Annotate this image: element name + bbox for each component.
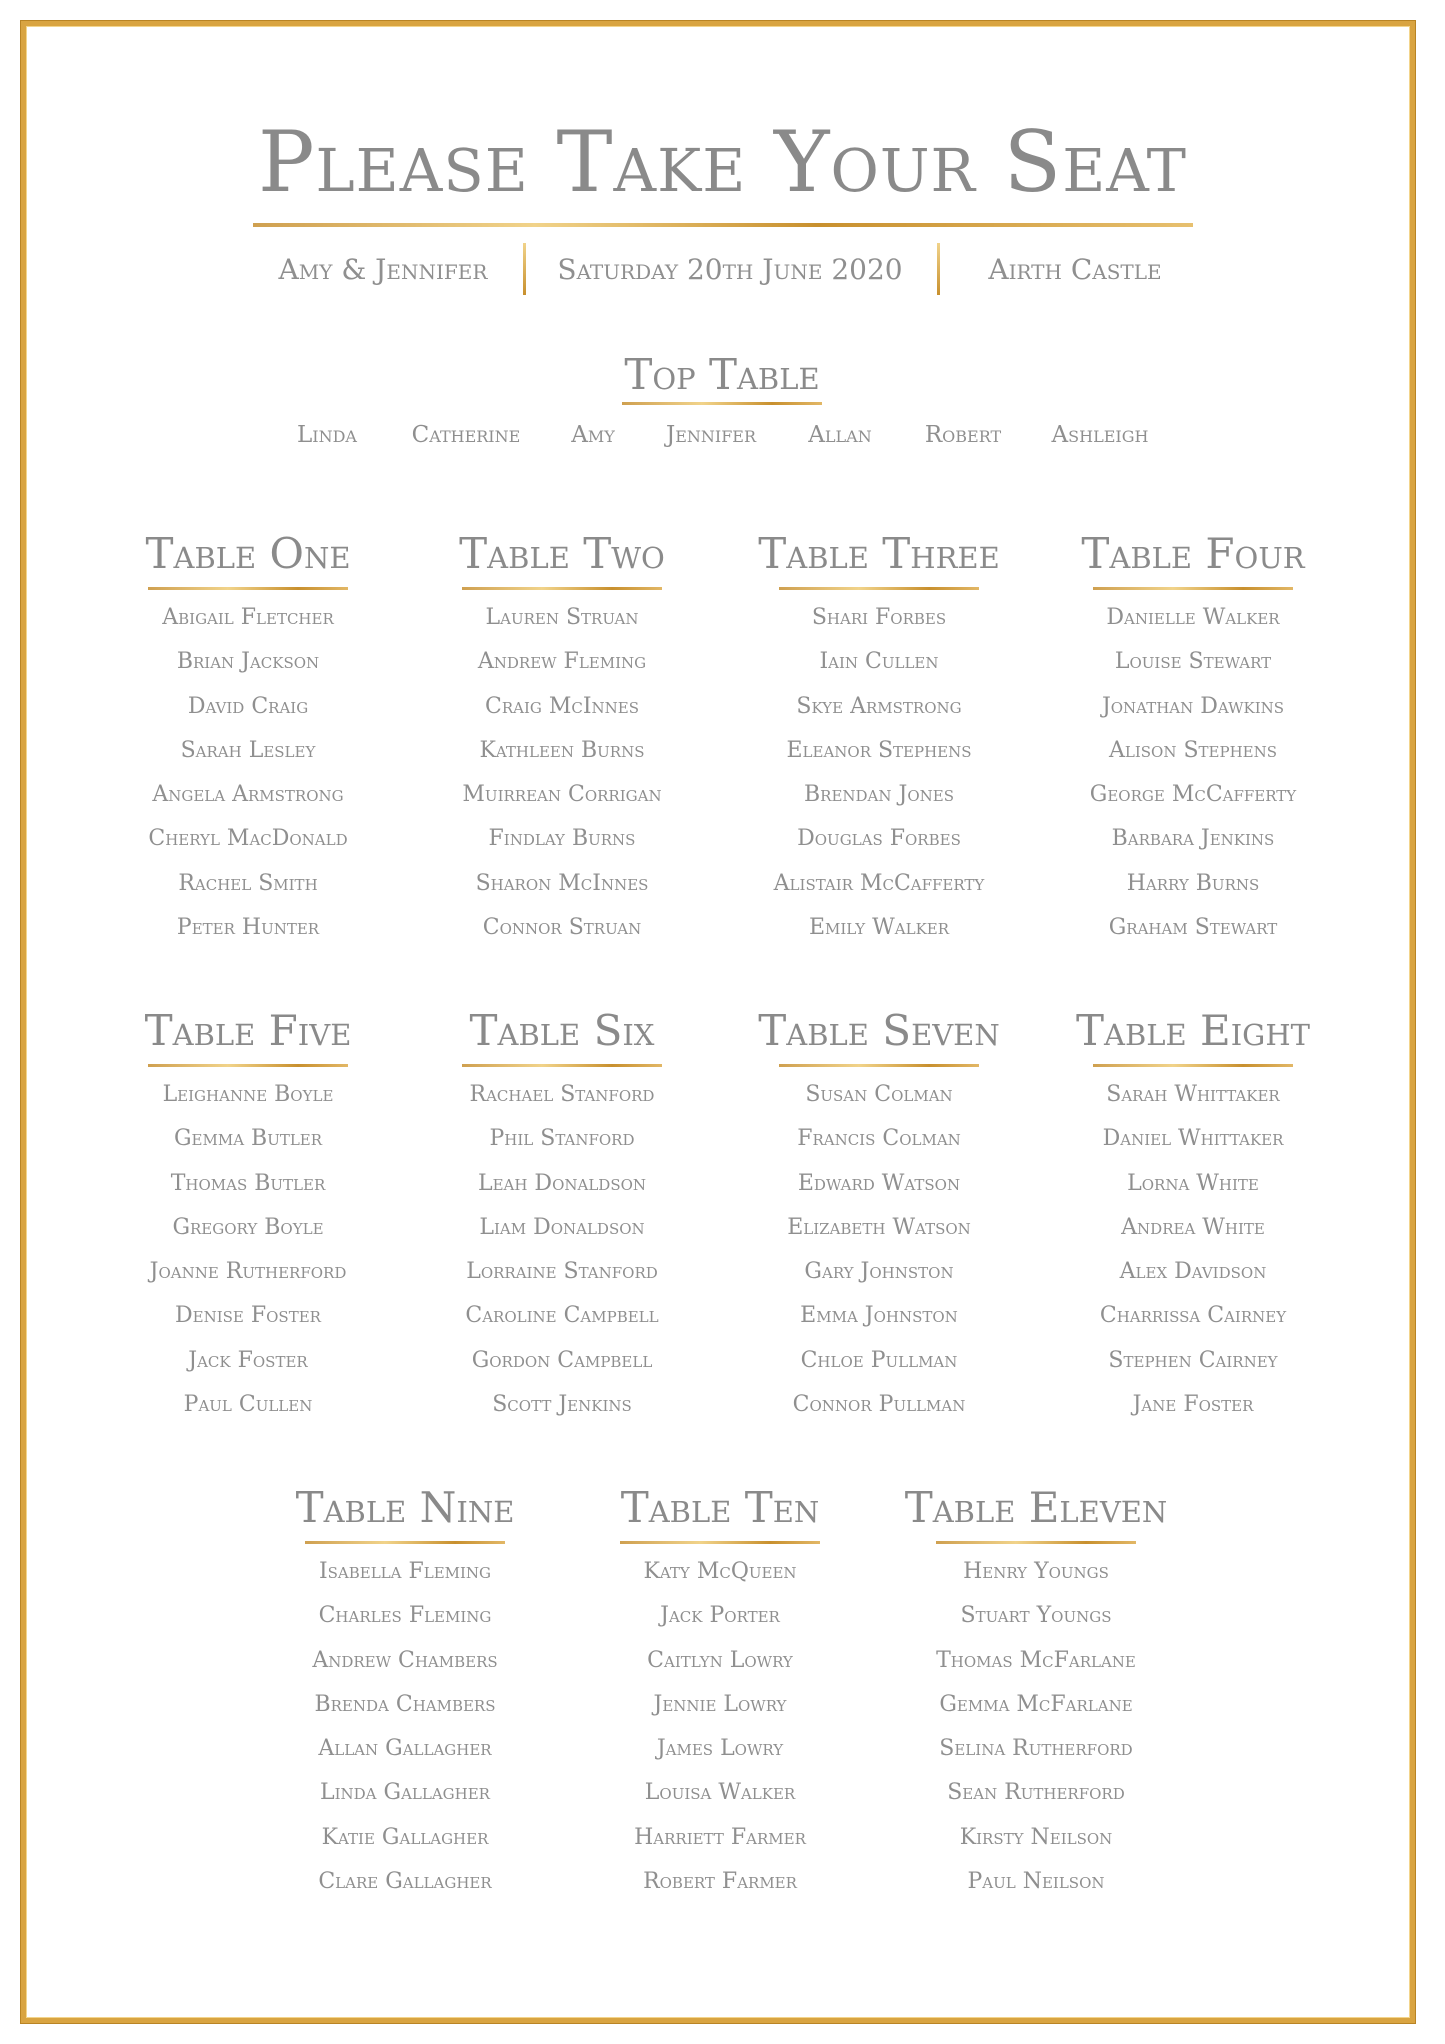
guest-name: Andrew Fleming xyxy=(477,649,647,675)
guest-name: Leighanne Boyle xyxy=(162,1082,334,1107)
guest-name: Eleanor Stephens xyxy=(786,737,972,763)
guest-name: Jennie Lowry xyxy=(653,1691,787,1717)
top-table-underline xyxy=(622,402,822,405)
guest-name: Charles Fleming xyxy=(318,1603,492,1629)
guest-name: Andrea White xyxy=(1121,1214,1265,1240)
guest-name: Caroline Campbell xyxy=(465,1303,659,1329)
guest-name: Harriett Farmer xyxy=(634,1824,806,1850)
guest-list xyxy=(749,596,1009,950)
guest-name: Gemma McFarlane xyxy=(939,1691,1133,1717)
guest-name: Harry Burns xyxy=(1126,870,1260,896)
guest-name: Paul Cullen xyxy=(183,1392,313,1418)
guest-name: Sarah Whittaker xyxy=(1106,1082,1280,1107)
guest-name: Andrew Chambers xyxy=(312,1647,498,1673)
guest-name: Joanne Rutherford xyxy=(149,1259,347,1285)
guest-name: Katy McQueen xyxy=(643,1559,797,1584)
guest-name: Chloe Pullman xyxy=(800,1347,958,1373)
couple-names: Amy & Jennifer xyxy=(278,253,488,286)
guest-name: Brenda Chambers xyxy=(314,1691,496,1717)
guest-name: Craig McInnes xyxy=(484,693,640,719)
guest-name: Charrissa Cairney xyxy=(1099,1303,1287,1329)
guest-name: Gemma Butler xyxy=(173,1126,323,1152)
top-table-guest: Amy xyxy=(571,422,615,448)
guest-name: Gary Johnston xyxy=(804,1259,954,1285)
guest-name: Emma Johnston xyxy=(800,1303,958,1329)
guest-list xyxy=(906,1550,1166,1904)
guest-list xyxy=(275,1550,535,1904)
guest-name: James Lowry xyxy=(656,1736,784,1762)
guest-name: Liam Donaldson xyxy=(479,1214,645,1240)
top-table-title: Top Table xyxy=(624,350,820,399)
table-underline xyxy=(148,587,348,590)
guest-name: Leah Donaldson xyxy=(477,1170,647,1196)
guest-name: Rachel Smith xyxy=(178,870,318,896)
guest-name: Jack Foster xyxy=(188,1347,308,1373)
guest-list xyxy=(432,596,692,950)
guest-name: Connor Pullman xyxy=(792,1392,966,1418)
guest-list xyxy=(118,1073,378,1427)
guest-name: Findlay Burns xyxy=(488,826,636,852)
guest-list xyxy=(118,596,378,950)
guest-name: Thomas Butler xyxy=(170,1170,326,1196)
guest-name: Stephen Cairney xyxy=(1108,1347,1278,1373)
guest-name: Shari Forbes xyxy=(811,605,947,630)
guest-name: Skye Armstrong xyxy=(796,693,962,719)
guest-name: Phil Stanford xyxy=(489,1126,635,1152)
guest-name: Linda Gallagher xyxy=(320,1780,490,1806)
guest-name: Iain Cullen xyxy=(819,649,939,675)
guest-name: Denise Foster xyxy=(175,1303,321,1329)
table-underline xyxy=(620,1541,820,1544)
guest-name: Jonathan Dawkins xyxy=(1101,693,1285,719)
guest-name: Alison Stephens xyxy=(1108,737,1277,763)
table-title: Table Five xyxy=(144,1006,352,1055)
table-title: Table Seven xyxy=(758,1006,1000,1055)
guest-name: Peter Hunter xyxy=(176,915,320,941)
guest-name: Robert Farmer xyxy=(643,1869,797,1895)
table-underline xyxy=(779,1064,979,1067)
table-title: Table Nine xyxy=(295,1483,515,1532)
guest-name: Susan Colman xyxy=(805,1082,953,1107)
top-table-guest: Linda xyxy=(297,422,357,448)
title-divider xyxy=(253,223,1193,227)
guest-name: Henry Youngs xyxy=(963,1559,1109,1584)
guest-name: Barbara Jenkins xyxy=(1111,826,1275,852)
guest-name: David Craig xyxy=(187,693,309,719)
guest-name: Louise Stewart xyxy=(1114,649,1272,675)
guest-name: Angela Armstrong xyxy=(152,782,344,808)
guest-name: Selina Rutherford xyxy=(939,1736,1133,1762)
top-table-guest: Robert xyxy=(924,422,1002,448)
top-table-guests xyxy=(0,415,1445,455)
guest-name: Scott Jenkins xyxy=(492,1392,632,1418)
guest-name: Gordon Campbell xyxy=(471,1347,653,1373)
table-title: Table Eight xyxy=(1076,1006,1310,1055)
guest-name: Cheryl MacDonald xyxy=(148,826,348,852)
guest-name: Caitlyn Lowry xyxy=(647,1647,793,1673)
guest-list xyxy=(1063,596,1323,950)
guest-name: Allan Gallagher xyxy=(318,1736,492,1762)
table-title: Table Four xyxy=(1081,529,1305,578)
guest-list xyxy=(432,1073,692,1427)
top-table-guest: Allan xyxy=(808,422,872,448)
guest-list xyxy=(590,1550,850,1904)
guest-name: Lorraine Stanford xyxy=(466,1259,658,1285)
guest-list xyxy=(749,1073,1009,1427)
guest-name: Jack Porter xyxy=(660,1603,780,1629)
table-title: Table Eleven xyxy=(904,1483,1168,1532)
guest-name: Gregory Boyle xyxy=(172,1214,324,1240)
top-table-guest: Catherine xyxy=(411,422,521,448)
subhead-divider-left xyxy=(523,243,526,295)
table-title: Table Six xyxy=(469,1006,655,1055)
guest-name: Paul Neilson xyxy=(967,1869,1105,1895)
guest-name: Lorna White xyxy=(1127,1170,1259,1196)
table-title: Table Two xyxy=(459,529,665,578)
guest-name: Kirsty Neilson xyxy=(959,1824,1113,1850)
guest-name: Danielle Walker xyxy=(1106,605,1280,630)
top-table-guest: Ashleigh xyxy=(1051,422,1149,448)
table-underline xyxy=(1093,587,1293,590)
guest-name: Stuart Youngs xyxy=(960,1603,1112,1629)
guest-name: Sharon McInnes xyxy=(475,870,649,896)
guest-name: Katie Gallagher xyxy=(321,1824,489,1850)
wedding-date: Saturday 20th June 2020 xyxy=(557,253,903,286)
guest-name: Douglas Forbes xyxy=(797,826,961,852)
guest-name: Sean Rutherford xyxy=(947,1780,1125,1806)
table-underline xyxy=(462,1064,662,1067)
guest-name: Daniel Whittaker xyxy=(1102,1126,1284,1152)
guest-name: Isabella Fleming xyxy=(318,1559,492,1584)
guest-name: Emily Walker xyxy=(808,915,950,941)
guest-name: Kathleen Burns xyxy=(479,737,645,763)
table-underline xyxy=(148,1064,348,1067)
guest-name: Louisa Walker xyxy=(644,1780,796,1806)
page-title: Please Take Your Seat xyxy=(257,113,1188,211)
table-underline xyxy=(779,587,979,590)
guest-name: George McCafferty xyxy=(1089,782,1297,808)
guest-name: Alex Davidson xyxy=(1119,1259,1267,1285)
guest-name: Graham Stewart xyxy=(1108,915,1278,941)
guest-name: Brian Jackson xyxy=(176,649,320,675)
guest-name: Brendan Jones xyxy=(804,782,954,808)
guest-name: Sarah Lesley xyxy=(180,737,316,763)
top-table-guest: Jennifer xyxy=(665,422,757,448)
guest-name: Connor Struan xyxy=(482,915,642,941)
table-title: Table One xyxy=(145,529,351,578)
guest-name: Thomas McFarlane xyxy=(936,1647,1136,1673)
guest-name: Rachael Stanford xyxy=(469,1082,655,1107)
guest-name: Muirrean Corrigan xyxy=(462,782,662,808)
table-underline xyxy=(936,1541,1136,1544)
table-underline xyxy=(462,587,662,590)
guest-list xyxy=(1063,1073,1323,1427)
venue-name: Airth Castle xyxy=(988,253,1162,286)
table-title: Table Ten xyxy=(620,1483,820,1532)
guest-name: Francis Colman xyxy=(797,1126,961,1152)
guest-name: Alistair McCafferty xyxy=(773,870,985,896)
guest-name: Edward Watson xyxy=(797,1170,961,1196)
guest-name: Jane Foster xyxy=(1132,1392,1254,1418)
table-title: Table Three xyxy=(758,529,1000,578)
guest-name: Abigail Fletcher xyxy=(162,605,334,630)
guest-name: Clare Gallagher xyxy=(318,1869,492,1895)
subhead-divider-right xyxy=(937,243,940,295)
guest-name: Lauren Struan xyxy=(485,605,639,630)
table-underline xyxy=(1093,1064,1293,1067)
guest-name: Elizabeth Watson xyxy=(787,1214,971,1240)
table-underline xyxy=(305,1541,505,1544)
